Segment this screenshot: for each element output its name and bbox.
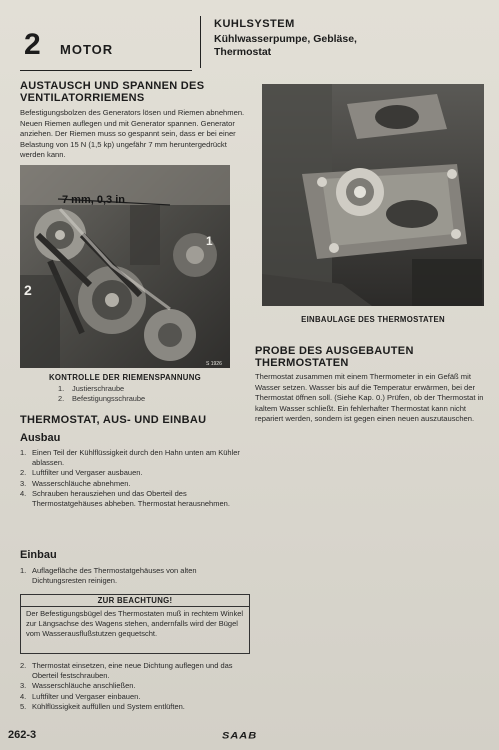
list-item: 4. Luftfilter und Vergaser einbauen. [20,691,141,701]
list-item: 3. Wasserschläuche abnehmen. [20,478,131,488]
callout-2: 2 [24,282,32,298]
list-item: 2. Thermostat einsetzen, eine neue Dichtung auflegen und das Oberteil festschrauben. [20,661,233,681]
legend-item: 1. Justierschraube [58,384,125,393]
probe-title-line-1: PROBE DES AUSGEBAUTEN [255,345,414,357]
subtitle-line-2: Thermostat [214,46,272,58]
list-item: 1. Auflagefläche des Thermostatgehäuses von alten Dichtungsresten reinigen. [20,566,197,586]
thermostat-section-title: THERMOSTAT, AUS- UND EINBAU [20,414,207,426]
note-title: ZUR BEACHTUNG! [21,595,249,607]
header-topic [214,18,484,59]
einbau-steps-a [20,566,250,586]
einbau-title: Einbau [20,549,57,561]
header-rule [20,70,192,71]
belt-title-line-2: VENTILATORRIEMENS [20,92,145,104]
figure-code: S 1926 [206,361,222,367]
list-item: 4. Schrauben herausziehen und das Oberteil des Thermostatgehäuses abheben. Thermostat herausnehmen. [20,488,230,509]
header-divider [200,16,201,68]
list-item: 1. Einen Teil der Kühlflüssigkeit durch den Hahn unten am Kühler ablassen. [20,448,240,468]
ausbau-steps [20,448,250,509]
thermostat-photo [262,84,484,306]
attention-note [20,594,250,654]
legend-item: 2. Befestigungsschraube [58,394,146,403]
section-label: MOTOR [60,42,114,57]
callout-1: 1 [206,234,213,248]
probe-title [255,345,485,369]
probe-text: Thermostat zusammen mit einem Thermometer in ein Gefäß mit Wasser setzen. Wasser bis auf die Temperatur erwärmen, bei der Thermostat öffnen soll. (Siehe Kap. 0.) Prüfen, ob der Thermostat in kaltem Wasser schließt. Ein fehlerhafter Thermostat kann nicht repariert werden, sondern ist gegen einen neuen auszutauschen. [255,372,484,423]
chapter-number: 2 [24,28,41,61]
einbau-steps-b [20,661,250,712]
note-text: Der Befestigungsbügel des Thermostaten muß in rechtem Winkel zur Längsachse des Wagens stehen, andernfalls wird der Bügel vom Wasserausflußstutzen gequetscht. [26,609,244,638]
list-item: 2. Luftfilter und Vergaser ausbauen. [20,468,143,478]
section-belt [20,80,250,161]
thermostat-photo-caption: EINBAULAGE DES THERMOSTATEN [301,315,445,324]
ausbau-title: Ausbau [20,432,61,444]
belt-tension-photo [20,165,230,368]
belt-text: Befestigungsbolzen des Generators lösen und Riemen abnehmen. Neuen Riemen auflegen und mit Generator spannen. Generator anziehen. Der Riemen muss so gespannt sein, dass er bei einer Belastung von 15 N (1,5 kp) ungefähr 7 mm heruntergedrückt werden kann. [20,108,245,159]
belt-title-line-1: AUSTAUSCH UND SPANNEN DES [20,80,205,92]
system-title: KUHLSYSTEM [214,18,295,30]
list-item: 5. Kühlflüssigkeit auffüllen und System entlüften. [20,701,185,711]
probe-title-line-2: THERMOSTATEN [255,357,349,369]
list-item: 3. Wasserschläuche anschließen. [20,681,136,691]
belt-photo-caption: KONTROLLE DER RIEMENSPANNUNG [48,373,202,382]
subtitle-line-1: Kühlwasserpumpe, Gebläse, [214,33,357,45]
belt-photo-legend [58,384,145,404]
page-number: 262-3 [8,729,37,741]
saab-logo: SAAB [222,731,258,741]
measurement-overlay: 7 mm, 0,3 in [62,194,125,206]
